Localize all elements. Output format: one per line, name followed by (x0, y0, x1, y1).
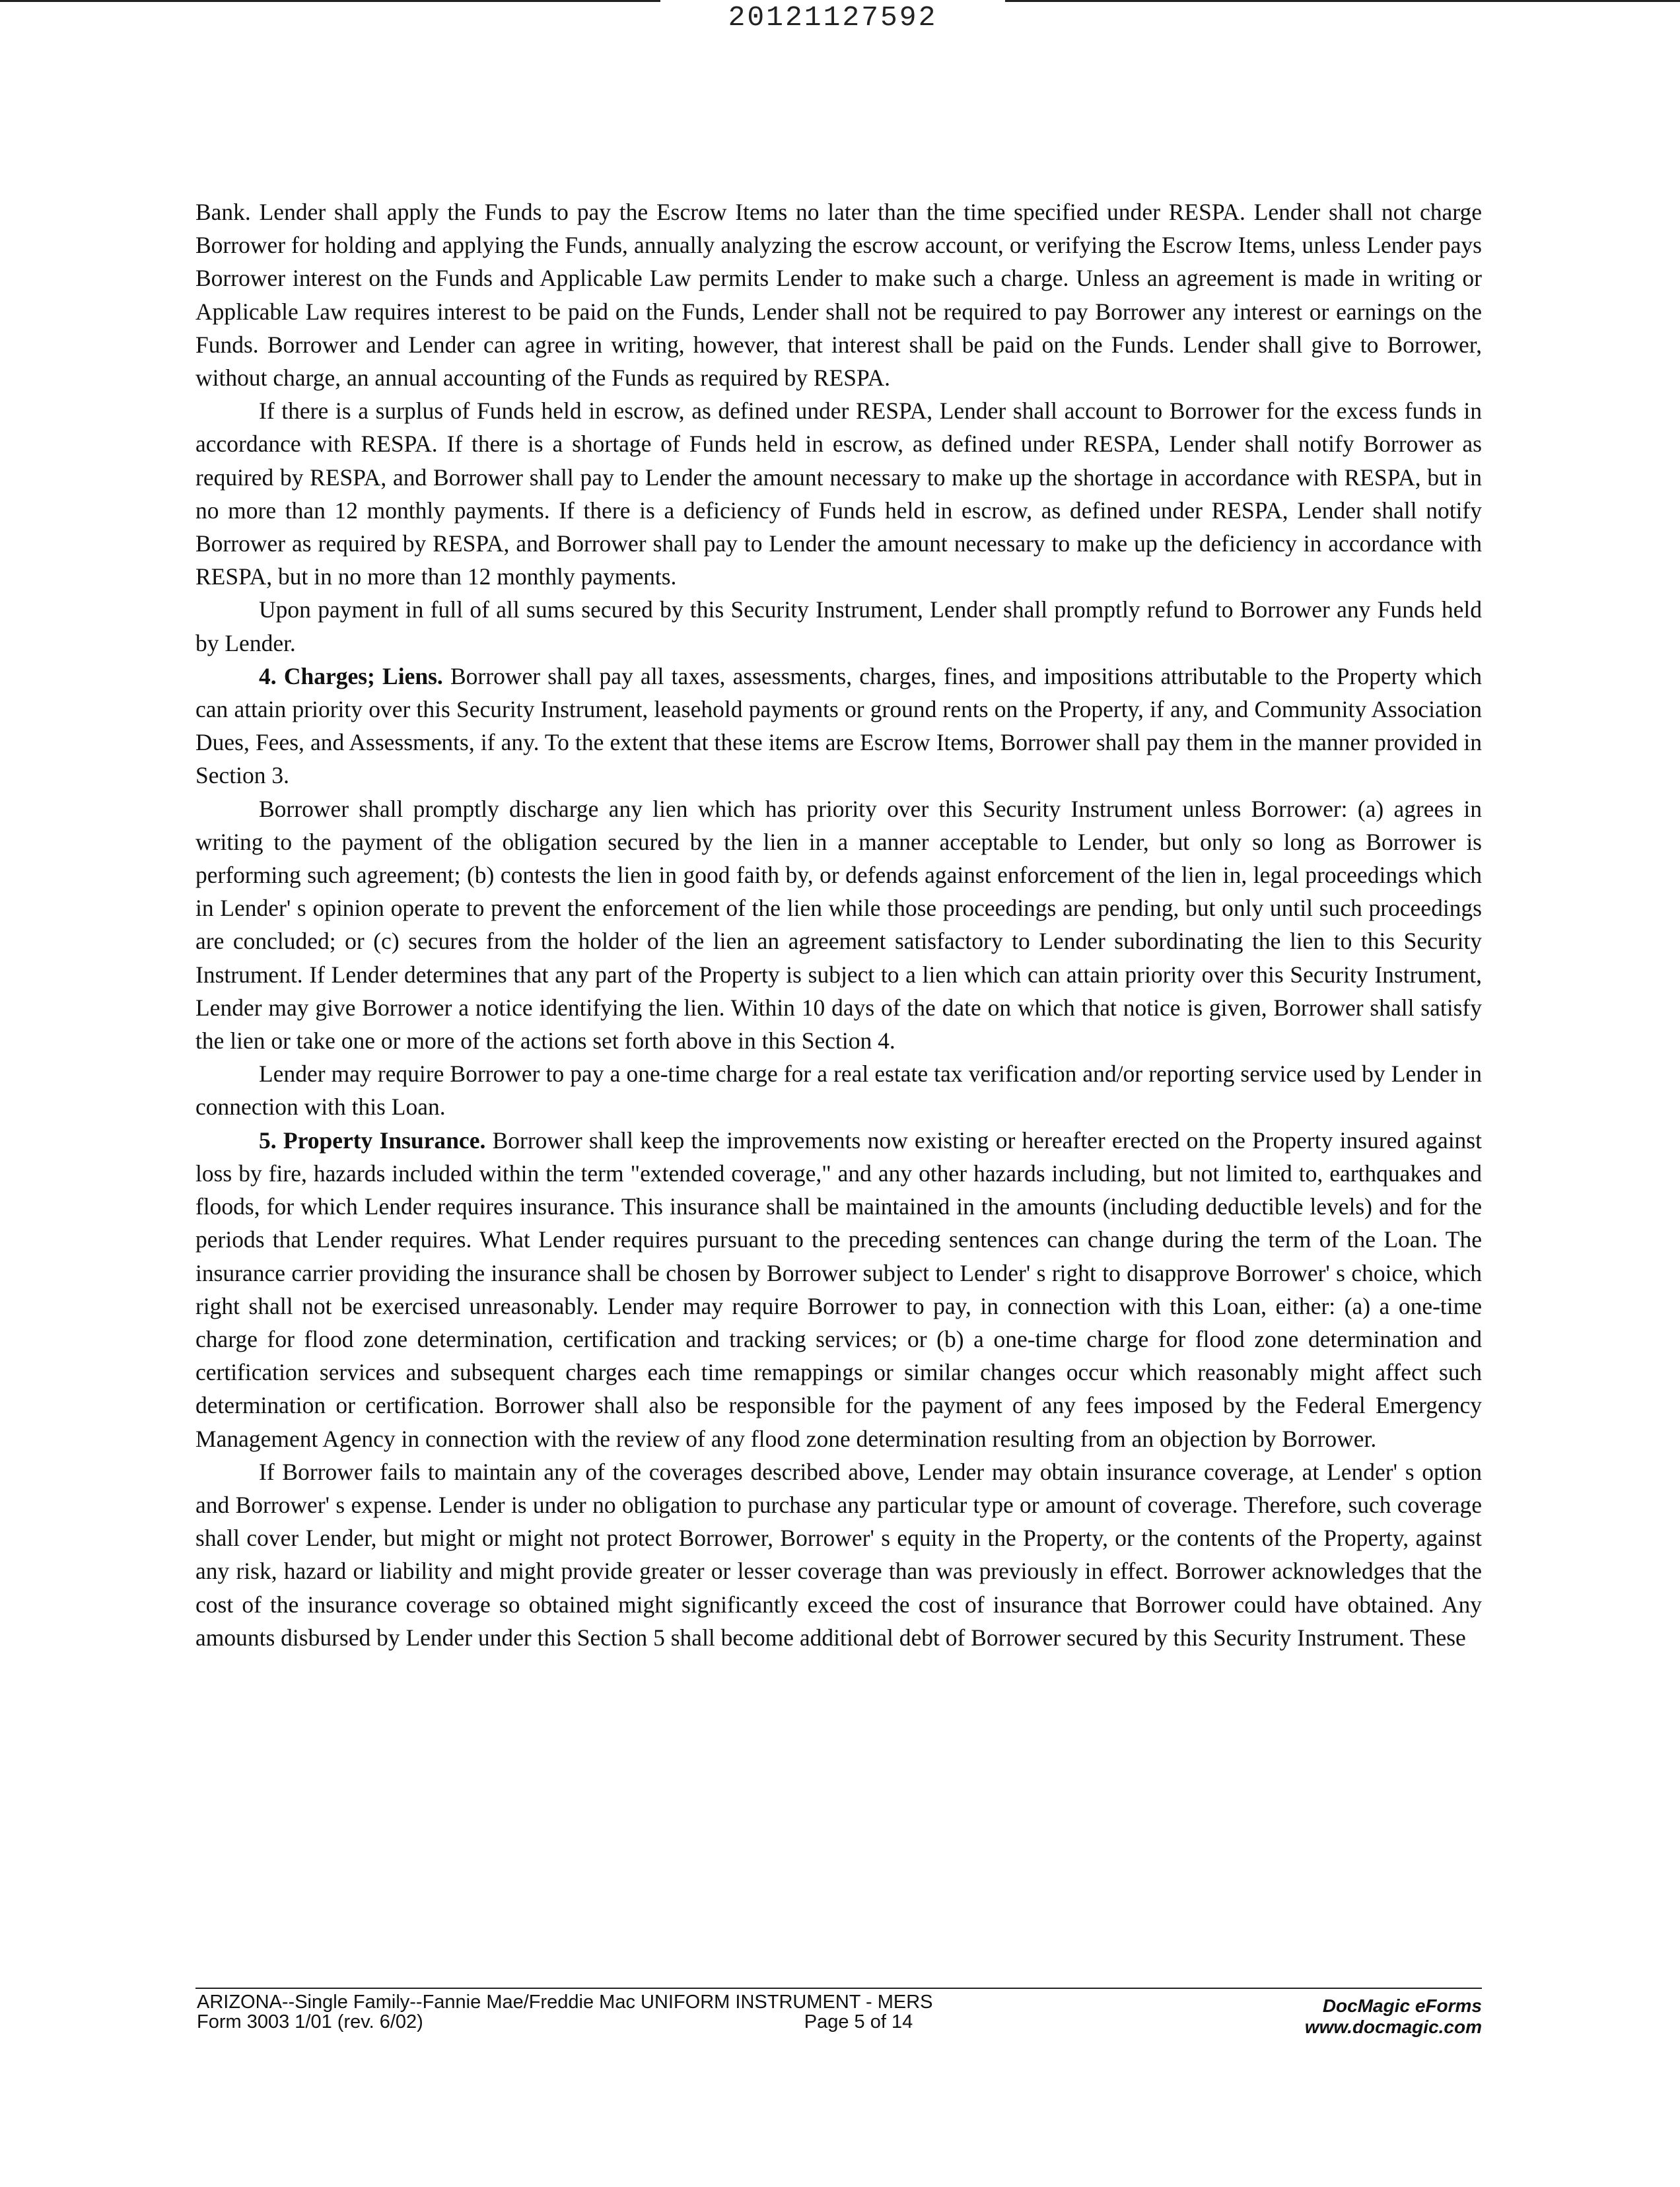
paragraph-discharge-lien: Borrower shall promptly discharge any lien which has priority over this Security Instrument unless Borrower: (a) agrees in writing to the payment of the obligation secured by the lien in a manner acceptable to Lender, but only so long as Borrower is performing such agreement; (b) contests the lien in good faith by, or defends against enforcement of the lien in, legal proceedings which in Lender' s opinion operate to prevent the enforcement of the lien while those proceedings are pending, but only until such proceedings are concluded; or (c) secures from the holder of the lien an agreement satisfactory to Lender subordinating the lien to this Security Instrument. If Lender determines that any part of the Property is subject to a lien which can attain priority over this Security Instrument, Lender may give Borrower a notice identifying the lien. Within 10 days of the date on which that notice is given, Borrower shall satisfy the lien or take one or more of the actions set forth above in this Section 4. (195, 795, 1482, 1055)
document-body (195, 195, 1482, 1654)
section-4-heading: 4. Charges; Liens. (259, 662, 443, 689)
section-5-heading: 5. Property Insurance. (259, 1127, 486, 1154)
docmagic-website: www.docmagic.com (1304, 2017, 1482, 2037)
section-4-text: Borrower shall pay all taxes, assessments, charges, fines, and impositions attributable to the Property which can attain priority over this Security Instrument, leasehold payments or ground rents on the Property, if any, and Community Association Dues, Fees, and Assessments, if any. To the extent that these items are Escrow Items, Borrower shall pay them in the manner provided in Section 3. (195, 662, 1483, 789)
paragraph-escrow-funds: Bank. Lender shall apply the Funds to pay the Escrow Items no later than the time specified under RESPA. Lender shall not charge Borrower for holding and applying the Funds, annually analyzing the escrow account, or verifying the Escrow Items, unless Lender pays Borrower interest on the Funds and Applicable Law permits Lender to make such a charge. Unless an agreement is made in writing or Applicable Law requires interest to be paid on the Funds, Lender shall not be required to pay Borrower any interest or earnings on the Funds. Borrower and Lender can agree in writing, however, that interest shall be paid on the Funds. Lender shall give to Borrower, without charge, an annual accounting of the Funds as required by RESPA. (195, 199, 1482, 392)
footer-page-number: Page 5 of 14 (804, 2011, 913, 2032)
paragraph-surplus-funds: If there is a surplus of Funds held in escrow, as defined under RESPA, Lender shall account to Borrower for the excess funds in accordance with RESPA. If there is a shortage of Funds held in escrow, as defined under RESPA, Lender shall notify Borrower as required by RESPA, and Borrower shall pay to Lender the amount necessary to make up the shortage in accordance with RESPA, but in no more than 12 monthly payments. If there is a deficiency of Funds held in escrow, as defined under RESPA, Lender shall notify Borrower as required by RESPA, and Borrower shall pay to Lender the amount necessary to make up the deficiency in accordance with RESPA, but in no more than 12 monthly payments. (195, 398, 1482, 590)
footer-form-number: Form 3003 1/01 (rev. 6/02) (197, 2011, 423, 2032)
paragraph-tax-verification: Lender may require Borrower to pay a one-time charge for a real estate tax verification and/or reporting service used by Lender in connection with this Loan. (195, 1060, 1482, 1121)
top-border-left (0, 0, 660, 2)
top-border-right (1005, 0, 1680, 2)
paragraph-refund-funds: Upon payment in full of all sums secured by this Security Instrument, Lender shall promptly refund to Borrower any Funds held by Lender. (195, 596, 1482, 656)
paragraph-force-placed-insurance: If Borrower fails to maintain any of the coverages described above, Lender may obtain insurance coverage, at Lender' s option and Borrower' s expense. Lender is under no obligation to purchase any particular type or amount of coverage. Therefore, such coverage shall cover Lender, but might or might not protect Borrower, Borrower' s equity in the Property, or the contents of the Property, against any risk, hazard or liability and might provide greater or lesser coverage than was previously in effect. Borrower acknowledges that the cost of the insurance coverage so obtained might significantly exceed the cost of insurance that Borrower could have obtained. Any amounts disbursed by Lender under this Section 5 shall become additional debt of Borrower secured by this Security Instrument. These (195, 1458, 1482, 1651)
section-5-text: Borrower shall keep the improvements now existing or hereafter erected on the Property insured against loss by fire, hazards included within the term "extended coverage," and any other hazards including, but not limited to, earthquakes and floods, for which Lender requires insurance. This insurance shall be maintained in the amounts (including deductible levels) and for the periods that Lender requires. What Lender requires pursuant to the preceding sentences can change during the term of the Loan. The insurance carrier providing the insurance shall be chosen by Borrower subject to Lender' s right to disapprove Borrower' s choice, which right shall not be exercised unreasonably. Lender may require Borrower to pay, in connection with this Loan, either: (a) a one-time charge for flood zone determination, certification and tracking services; or (b) a one-time charge for flood zone determination and certification services and subsequent charges each time remappings or similar changes occur which reasonably might affect such determination or certification. Borrower shall also be responsible for the payment of any fees imposed by the Federal Emergency Management Agency in connection with the review of any flood zone determination resulting from an objection by Borrower. (195, 1127, 1482, 1452)
footer-form-title: ARIZONA--Single Family--Fannie Mae/Freddie Mac UNIFORM INSTRUMENT - MERS (197, 1992, 933, 2013)
recording-number: 20121127592 (728, 1, 938, 34)
section-4-charges-liens (195, 660, 1482, 792)
footer-divider (195, 1988, 1482, 1989)
footer-brand-block (1305, 1996, 1482, 2038)
docmagic-logo: DocMagic eForms (1322, 1996, 1482, 2016)
section-5-property-insurance (195, 1124, 1482, 1455)
